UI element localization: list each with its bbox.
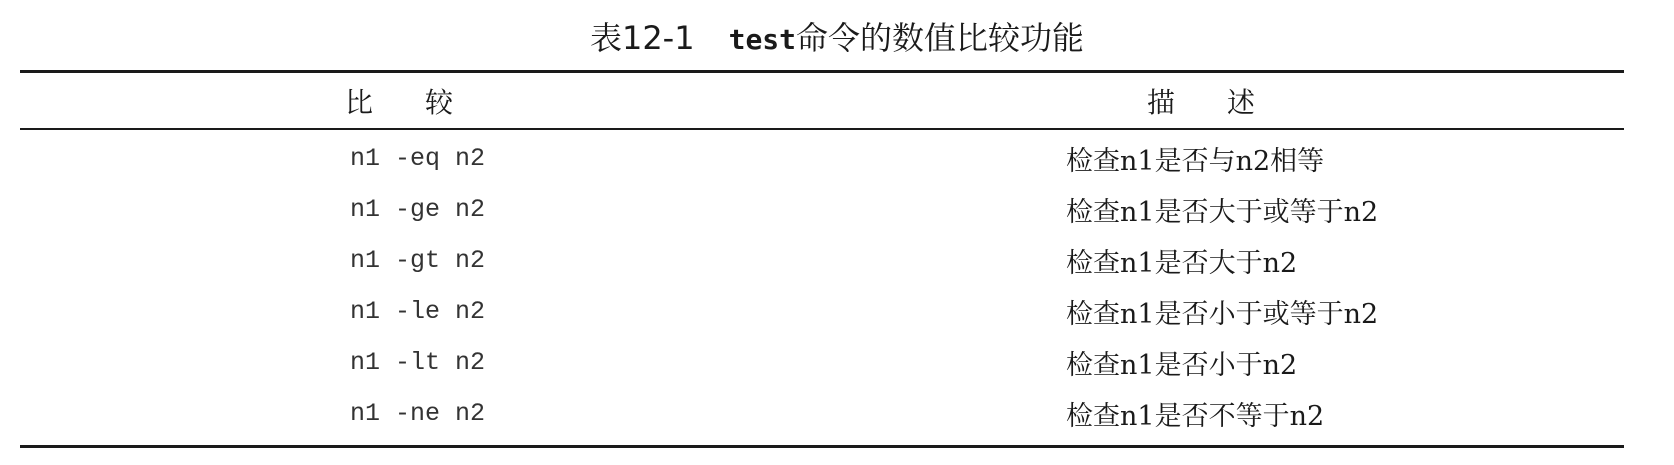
comparison-cell: n1 -ne n2 (350, 399, 486, 428)
description-cell: 检查n1是否与n2相等 (1066, 146, 1325, 177)
comparison-cell: n1 -ge n2 (350, 195, 486, 224)
description-cell: 检查n1是否不等于n2 (1066, 401, 1325, 432)
comparison-cell: n1 -le n2 (350, 297, 486, 326)
table-row (20, 286, 1624, 337)
comparison-table (20, 70, 1624, 448)
table-row (20, 235, 1624, 286)
table-row (20, 133, 1624, 184)
description-cell: 检查n1是否大于或等于n2 (1066, 197, 1379, 228)
caption-command: test (728, 23, 797, 56)
comparison-cell: n1 -lt n2 (350, 348, 486, 377)
table-header-row (20, 73, 1624, 130)
description-cell: 检查n1是否小于或等于n2 (1066, 299, 1379, 330)
caption-label: 表12-1 (589, 19, 695, 57)
header-description: 描述 (1146, 85, 1307, 119)
comparison-cell: n1 -eq n2 (350, 144, 486, 173)
description-cell: 检查n1是否大于n2 (1066, 248, 1298, 279)
table-body (20, 130, 1624, 445)
table-row (20, 337, 1624, 388)
caption-title: 命令的数值比较功能 (796, 19, 1085, 57)
description-cell: 检查n1是否小于n2 (1066, 350, 1298, 381)
comparison-cell: n1 -gt n2 (350, 246, 486, 275)
header-comparison: 比较 (344, 85, 505, 119)
table-caption (0, 14, 1674, 64)
table-row (20, 388, 1624, 439)
table-row (20, 184, 1624, 235)
